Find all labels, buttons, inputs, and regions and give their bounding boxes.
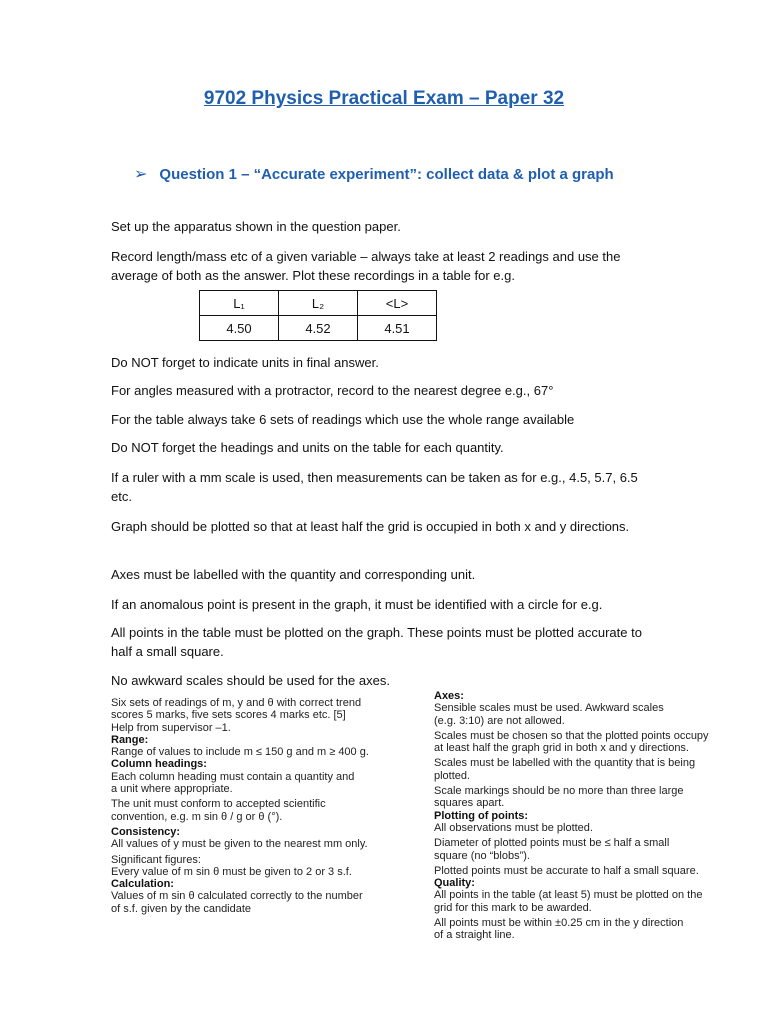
paragraph-axes: Axes must be labelled with the quantity and corresponding unit. [111,567,476,582]
scheme-heading-calculation: Calculation: [111,878,174,891]
table-cell: 4.50 [200,316,279,341]
scheme-line: (e.g. 3:10) are not allowed. [434,714,565,727]
scheme-line: at least half the graph grid in both x and y directions. [434,742,689,755]
table-cell: 4.51 [358,316,437,341]
scheme-heading-consistency: Consistency: [111,825,181,838]
scheme-line: Help from supervisor –1. [111,721,231,734]
scheme-line: plotted. [434,769,471,782]
scheme-heading-range: Range: [111,733,149,746]
readings-table [199,290,437,341]
scheme-line: of s.f. given by the candidate [111,902,252,915]
question-heading-text: Question 1 – “Accurate experiment”: collect data & plot a graph [159,165,614,183]
scheme-line: Scale markings should be no more than three large [434,785,684,798]
scheme-line: Scales must be labelled with the quantity that is being [434,757,696,770]
paragraph-ruler: If a ruler with a mm scale is used, then measurements can be taken as for e.g., 4.5, 5.7, 6.5 etc. [111,470,638,504]
paragraph-headings: Do NOT forget the headings and units on the table for each quantity. [111,440,504,455]
table-header-cell: L₂ [279,291,358,316]
scheme-line: Values of m sin θ calculated correctly to the number [111,890,363,903]
document-title: 9702 Physics Practical Exam – Paper 32 [203,88,565,109]
scheme-line: Diameter of plotted points must be ≤ half a small [434,837,670,850]
scheme-heading-plotting: Plotting of points: [434,809,529,822]
paragraph-units: Do NOT forget to indicate units in final answer. [111,355,379,370]
table-header-cell: <L> [358,291,437,316]
paragraph-record: Record length/mass etc of a given variable – always take at least 2 readings and use the average of both as the answer. Plot these recordings in a table for e.g. [111,249,621,283]
table-header-cell: L₁ [200,291,279,316]
paragraph-angles: For angles measured with a protractor, record to the nearest degree e.g., 67° [111,383,554,398]
scheme-heading-columns: Column headings: [111,758,207,771]
scheme-heading-axes: Axes: [434,690,464,702]
scheme-line: scores 5 marks, five sets scores 4 marks etc. [5] [111,709,346,722]
scheme-line: All points must be within ±0.25 cm in the y direction [434,917,684,930]
paragraph-plot-points: All points in the table must be plotted on the graph. These points must be plotted accurate to half a small square. [111,625,642,659]
scheme-line: grid for this mark to be awarded. [434,901,592,914]
scheme-line: Plotted points must be accurate to half a small square. [434,864,699,877]
table-cell: 4.52 [279,316,358,341]
paragraph-six-sets: For the table always take 6 sets of readings which use the whole range available [111,412,575,427]
scheme-line: The unit must conform to accepted scientific [111,798,326,811]
scheme-line: Each column heading must contain a quantity and [111,770,355,783]
scheme-line: Every value of m sin θ must be given to 2 or 3 s.f. [111,865,352,878]
scheme-line: Significant figures: [111,853,201,866]
scheme-line: squares apart. [434,797,505,810]
scheme-heading-quality: Quality: [434,877,475,890]
scheme-line: Sensible scales must be used. Awkward scales [434,702,664,715]
table-row [200,316,437,341]
scheme-line: Six sets of readings of m, y and θ with correct trend [111,697,362,709]
table-header-row [200,291,437,316]
scheme-line: Scales must be chosen so that the plotted points occupy [434,729,709,742]
mark-scheme-left [111,697,411,915]
scheme-line: convention, e.g. m sin θ / g or θ (°). [111,810,283,823]
scheme-line: of a straight line. [434,929,515,942]
scheme-line: All points in the table (at least 5) must be plotted on the [434,889,703,902]
scheme-line: All observations must be plotted. [434,821,593,834]
arrow-bullet-icon: ➢ [134,166,148,183]
scheme-line: Range of values to include m ≤ 150 g and m ≥ 400 g. [111,746,369,759]
question-heading [134,164,614,184]
mark-scheme-right [434,690,724,942]
scheme-line: All values of y must be given to the nearest mm only. [111,838,368,851]
paragraph-graph-grid: Graph should be plotted so that at least half the grid is occupied in both x and y directions. [111,519,630,534]
paragraph-anomalous: If an anomalous point is present in the graph, it must be identified with a circle for e.g. [111,597,603,612]
scheme-line: a unit where appropriate. [111,783,233,796]
paragraph-setup: Set up the apparatus shown in the question paper. [111,219,401,234]
scheme-line: square (no “blobs”). [434,849,530,862]
paragraph-scales: No awkward scales should be used for the axes. [111,673,390,688]
